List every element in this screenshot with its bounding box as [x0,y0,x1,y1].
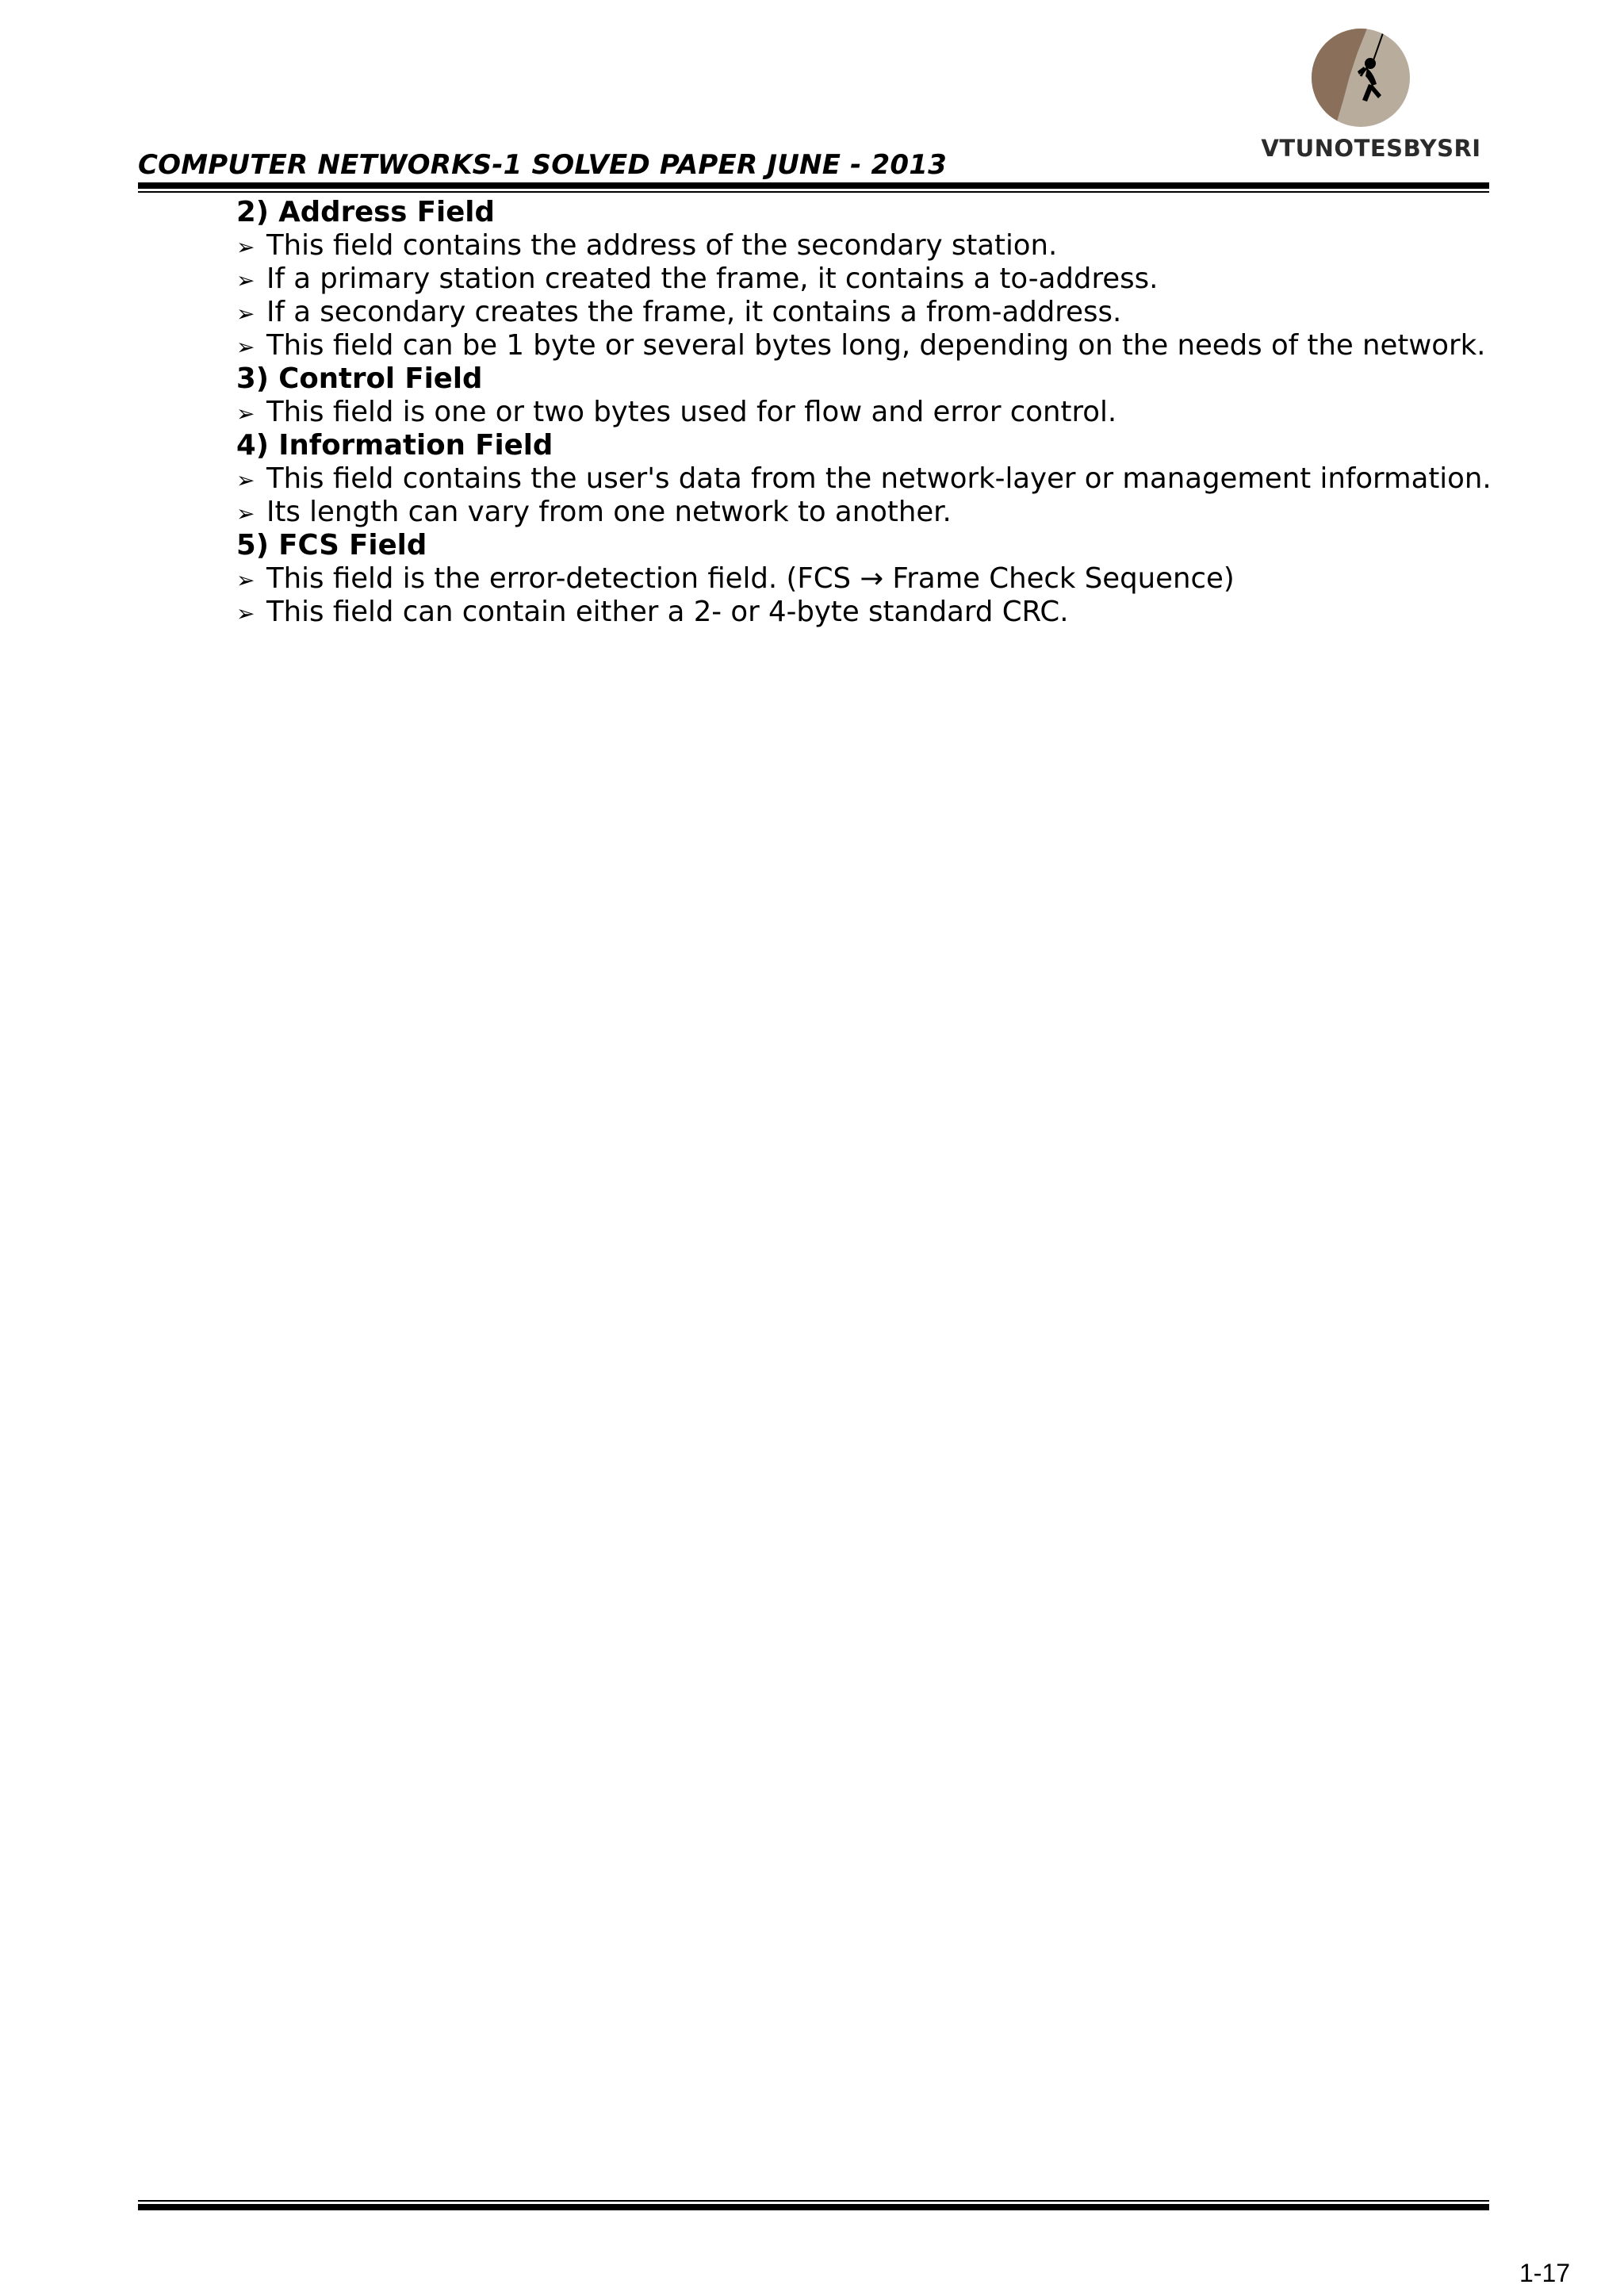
list-item [236,562,1505,596]
section-heading: 3) Control Field [236,362,483,395]
list-item [236,462,1505,496]
logo-text: VTUNOTESBYSRI [1261,135,1481,162]
bullet-arrow-icon: ➢ [236,267,255,293]
list-item [236,496,1505,529]
bullet-arrow-icon: ➢ [236,600,255,627]
vtunotesbysri-logo [1256,24,1486,167]
bullet-arrow-icon: ➢ [236,234,255,260]
bullet-arrow-icon: ➢ [236,334,255,360]
bullet-arrow-icon: ➢ [236,301,255,327]
section-heading: 4) Information Field [236,429,553,462]
section-heading: 2) Address Field [236,196,495,228]
bullet-arrow-icon: ➢ [236,467,255,493]
list-item-text: If a primary station created the frame, it contains a to-address. [266,263,1159,295]
list-item-text: This field contains the address of the secondary station. [266,229,1058,262]
page-number: 1-17 [1519,2259,1571,2287]
list-item-text: This field can contain either a 2- or 4-byte standard CRC. [266,596,1069,628]
header-rule-thick [138,182,1489,189]
bullet-arrow-icon: ➢ [236,567,255,593]
document-header-title: COMPUTER NETWORKS-1 SOLVED PAPER JUNE - 2013 [138,149,947,181]
footer-rule-thick [138,2204,1489,2210]
page-content [236,196,1505,629]
section-heading: 5) FCS Field [236,529,427,562]
list-item [236,229,1505,263]
list-item [236,396,1505,429]
list-item [236,263,1505,296]
bullet-arrow-icon: ➢ [236,500,255,527]
header-rule-thin [138,191,1489,193]
list-item-text: If a secondary creates the frame, it contains a from-address. [266,296,1122,328]
list-item-text: This field is one or two bytes used for flow and error control. [266,396,1117,428]
list-item-text: This field is the error-detection field. (FCS → Frame Check Sequence) [266,562,1235,595]
list-item-text: Its length can vary from one network to another. [266,496,952,528]
climber-silhouette-icon [1312,29,1410,127]
list-item-text: This field can be 1 byte or several bytes long, depending on the needs of the network. [266,329,1486,362]
footer-rule-thin [138,2200,1489,2202]
list-item-text: This field contains the user's data from the network-layer or management information. [266,462,1492,495]
list-item [236,596,1505,629]
bullet-arrow-icon: ➢ [236,401,255,427]
list-item [236,296,1505,329]
list-item [236,329,1505,362]
